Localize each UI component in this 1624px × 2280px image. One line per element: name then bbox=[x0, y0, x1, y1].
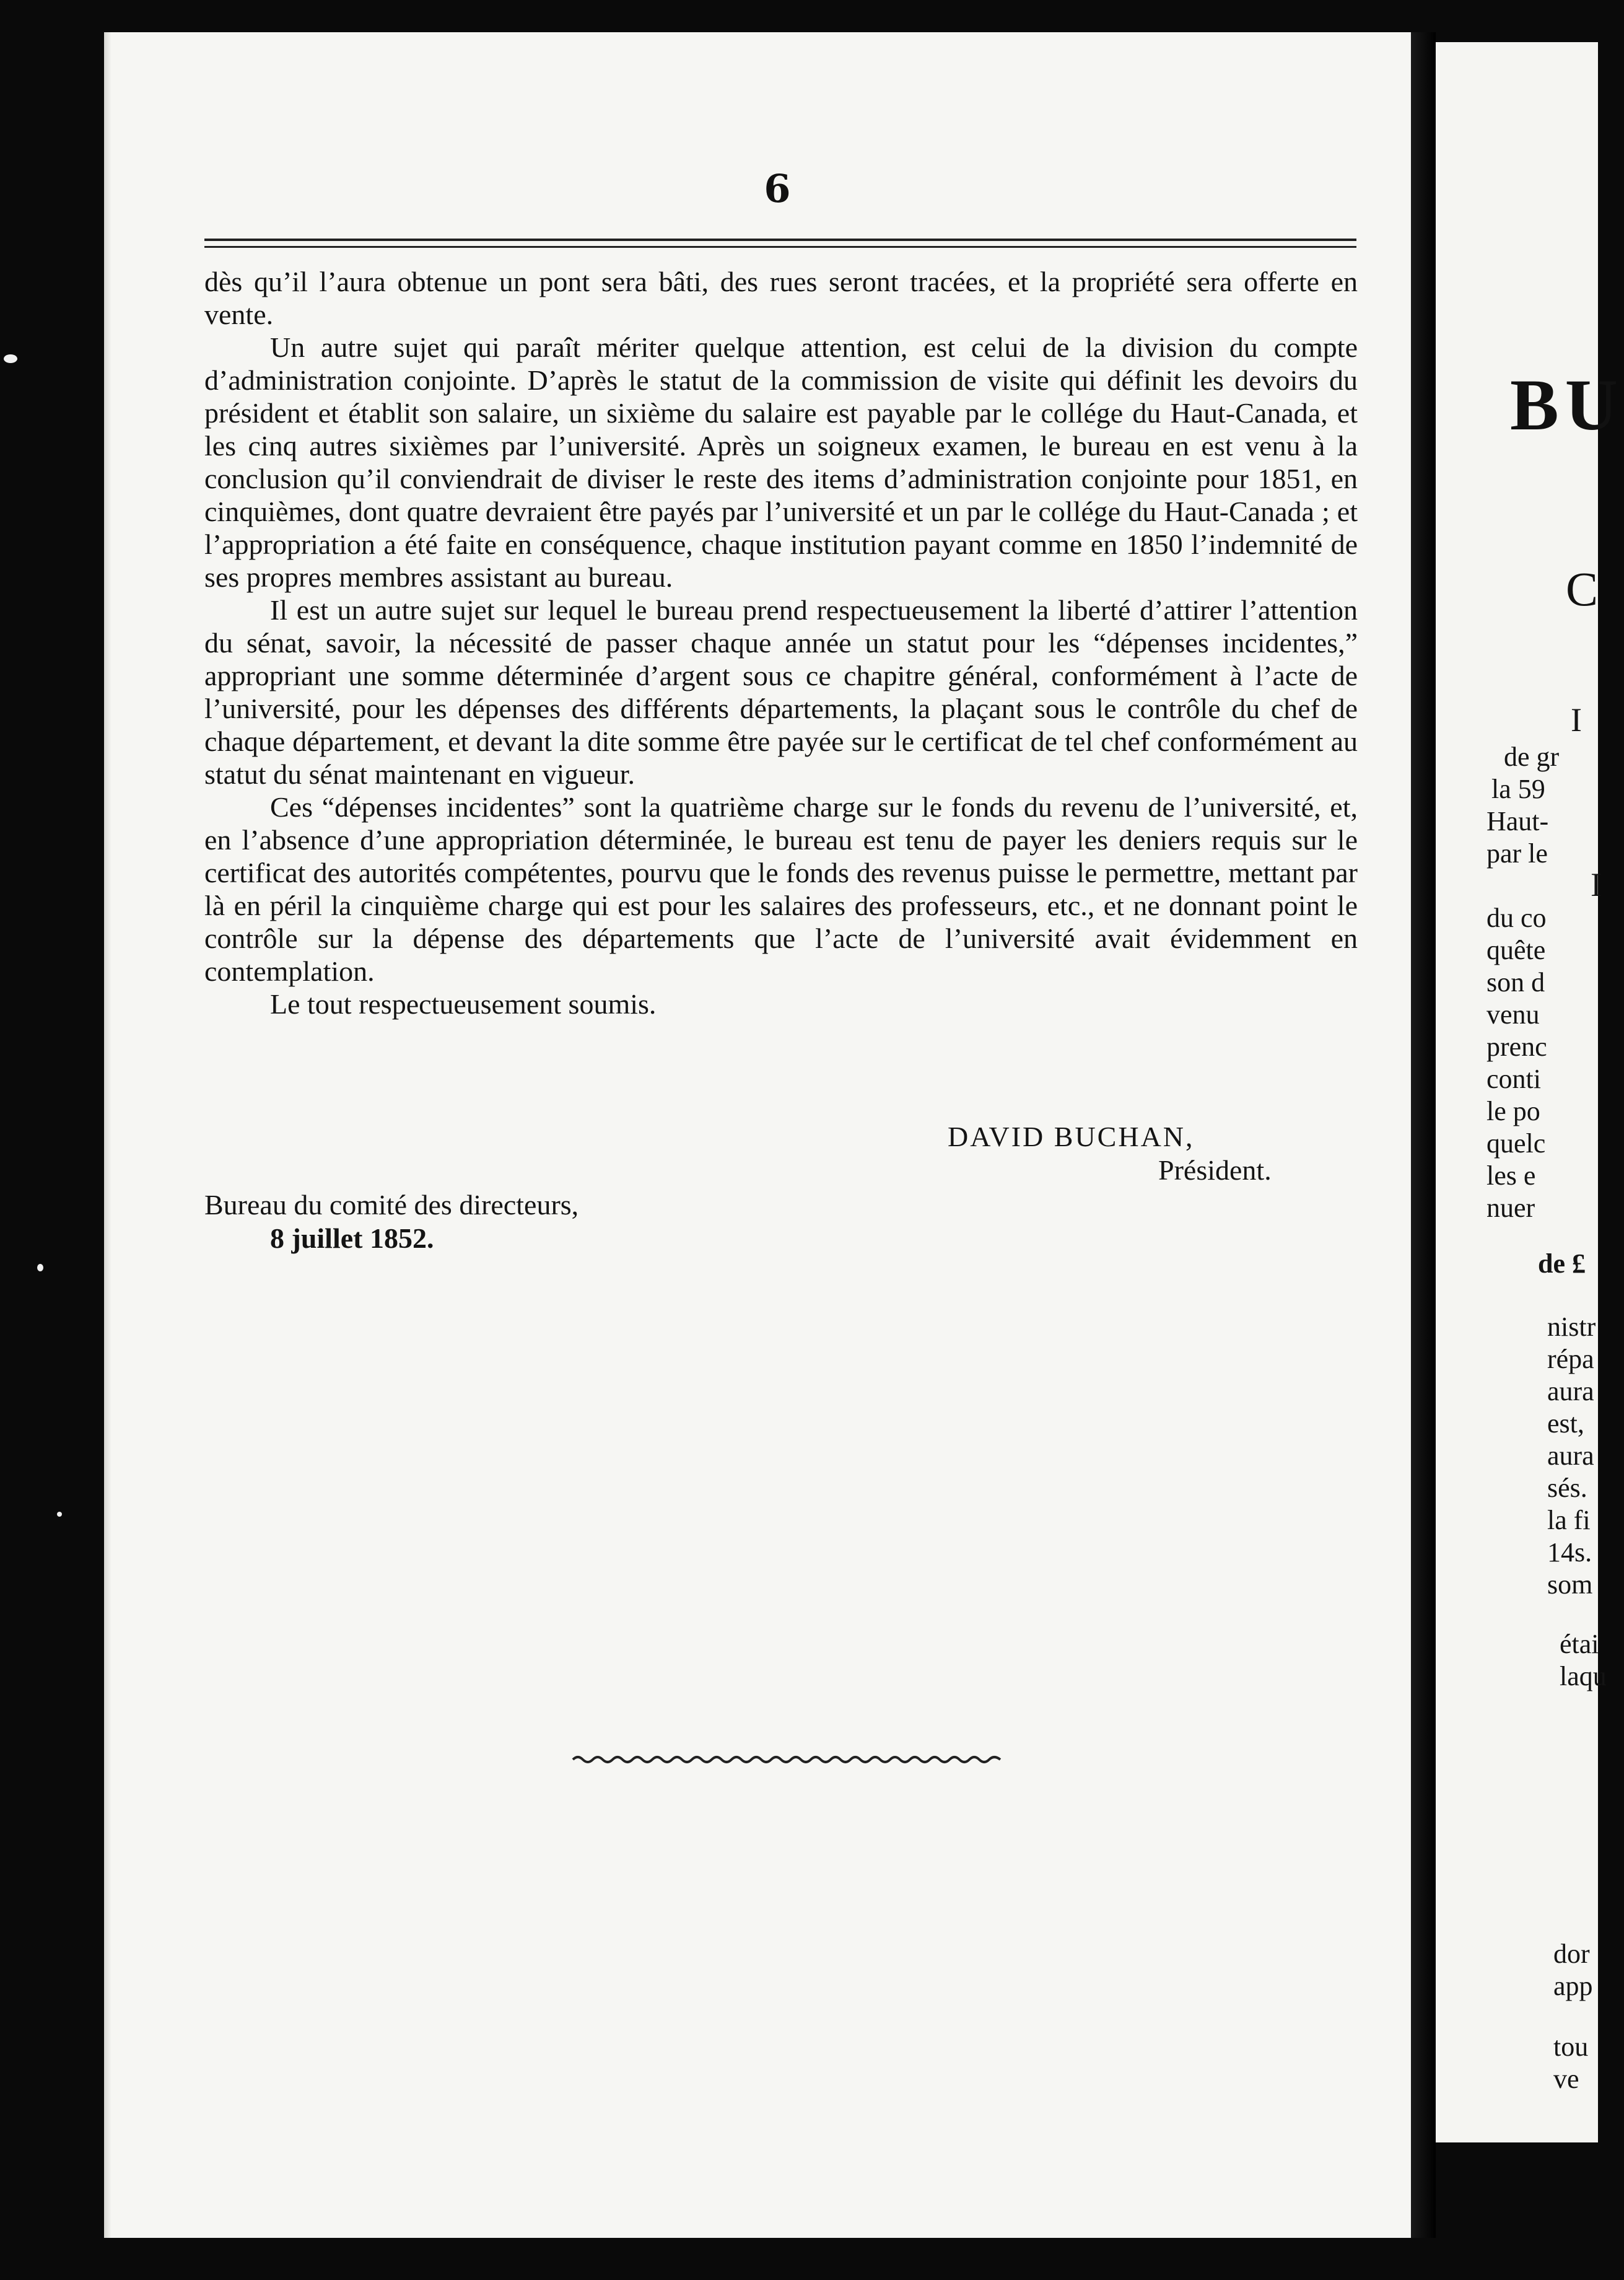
facing-heading-fragment: BU bbox=[1510, 364, 1624, 445]
office-line: Bureau du comité des directeurs, bbox=[204, 1189, 579, 1221]
facing-line: laqu bbox=[1560, 1661, 1607, 1691]
facing-line: som bbox=[1547, 1569, 1593, 1600]
facing-line: Haut- bbox=[1486, 806, 1549, 836]
facing-line: la 59 bbox=[1491, 774, 1545, 804]
office-date: 8 juillet 1852. bbox=[270, 1222, 434, 1254]
facing-line: est, bbox=[1547, 1408, 1584, 1439]
facing-line: aura bbox=[1547, 1376, 1594, 1406]
office-block bbox=[204, 1188, 578, 1255]
body-text bbox=[204, 265, 1358, 1020]
facing-line: tou bbox=[1553, 2032, 1589, 2062]
closing-line: Le tout respectueusement soumis. bbox=[270, 988, 657, 1020]
facing-line: prenc bbox=[1486, 1032, 1547, 1062]
facing-line: venu bbox=[1486, 999, 1540, 1030]
scan-speck bbox=[4, 354, 17, 363]
facing-line: par le bbox=[1486, 838, 1548, 869]
facing-line: répa bbox=[1547, 1344, 1594, 1374]
paragraph: dès qu’il l’aura obtenue un pont sera bâti, des rues seront tracées, et la propriété sera offerte en vente. bbox=[204, 266, 1358, 330]
facing-line: quête bbox=[1486, 935, 1546, 965]
facing-line: de gr bbox=[1504, 742, 1560, 772]
paragraph: Ces “dépenses incidentes” sont la quatrième charge sur le fonds du revenu de l’université, et, en l’absence d’une appropriation déterminée, le bureau est tenu de payer les deniers requis sur le certificat des autorités compétentes, pourvu que le fonds des revenus puisse le permettre, mettant par là en péril la cinquième charge qui est pour les salaires des professeurs, etc., et ne donnant point le contrôle sur la dépense des départements que l’acte de l’université avait évidemment en contemplation. bbox=[204, 791, 1358, 987]
facing-line: sés. bbox=[1547, 1473, 1587, 1503]
signature-block bbox=[948, 1120, 1272, 1187]
signature-title: Président. bbox=[1158, 1154, 1272, 1186]
facing-line: du co bbox=[1486, 903, 1547, 933]
end-ornament bbox=[573, 1753, 1000, 1766]
facing-line: quelc bbox=[1486, 1128, 1546, 1159]
scan-speck bbox=[37, 1264, 43, 1271]
paragraph: Il est un autre sujet sur lequel le bureau prend respectueusement la liberté d’attirer l’attention du sénat, savoir, la nécessité de passer chaque année un statut pour les “dépenses incidentes,” appropriant une somme déterminée d’argent sous ce chapitre général, conformément à l’acte de l’université, pour les dépenses des différents départements, la plaçant sous le contrôle du chef de chaque département, et devant la dite somme être payée sur le certificat de tel chef conformément au statut du sénat maintenant en vigueur. bbox=[204, 594, 1358, 790]
facing-line: aura bbox=[1547, 1440, 1594, 1471]
facing-line: les e bbox=[1486, 1160, 1536, 1191]
facing-line: dor bbox=[1553, 1939, 1590, 1969]
facing-line: nuer bbox=[1486, 1193, 1535, 1223]
header-rule-thin bbox=[204, 246, 1356, 248]
facing-line: la fi bbox=[1547, 1505, 1591, 1535]
facing-initial: I bbox=[1591, 866, 1602, 903]
facing-line: nistr bbox=[1547, 1312, 1596, 1342]
facing-line: app bbox=[1553, 1971, 1593, 2001]
facing-line: de £ bbox=[1538, 1248, 1586, 1279]
facing-line: le po bbox=[1486, 1096, 1540, 1126]
facing-line: étai bbox=[1560, 1629, 1599, 1659]
facing-initial: I bbox=[1571, 701, 1582, 739]
header-rule bbox=[204, 239, 1356, 241]
facing-subheading-fragment: C bbox=[1566, 562, 1599, 616]
facing-line: conti bbox=[1486, 1064, 1541, 1094]
paragraph: Un autre sujet qui paraît mériter quelque attention, est celui de la division du compte d’administration conjointe. D’après le statut de la commission de visite qui définit les devoirs du président et établit son salaire, un sixième du salaire est payable par le collége du Haut-Canada, et les cinq autres sixièmes par l’université. Après un soigneux examen, le bureau en est venu à la conclusion qu’il conviendrait de diviser le reste des items d’administration conjointe pour 1851, en cinquièmes, dont quatre devraient être payés par l’université et un par le collége du Haut-Canada ; et l’appropriation a été faite en conséquence, chaque institution payant comme en 1850 l’indemnité de ses propres membres assistant au bureau. bbox=[204, 331, 1358, 593]
scan-speck bbox=[57, 1512, 62, 1517]
book-gutter bbox=[1411, 32, 1436, 2238]
signature-name: DAVID BUCHAN, bbox=[948, 1121, 1195, 1152]
page-number: 6 bbox=[764, 166, 791, 211]
facing-line: 14s. bbox=[1547, 1537, 1592, 1568]
facing-line: son d bbox=[1486, 967, 1545, 998]
facing-page bbox=[1436, 42, 1624, 2142]
facing-line: ve bbox=[1553, 2064, 1579, 2094]
